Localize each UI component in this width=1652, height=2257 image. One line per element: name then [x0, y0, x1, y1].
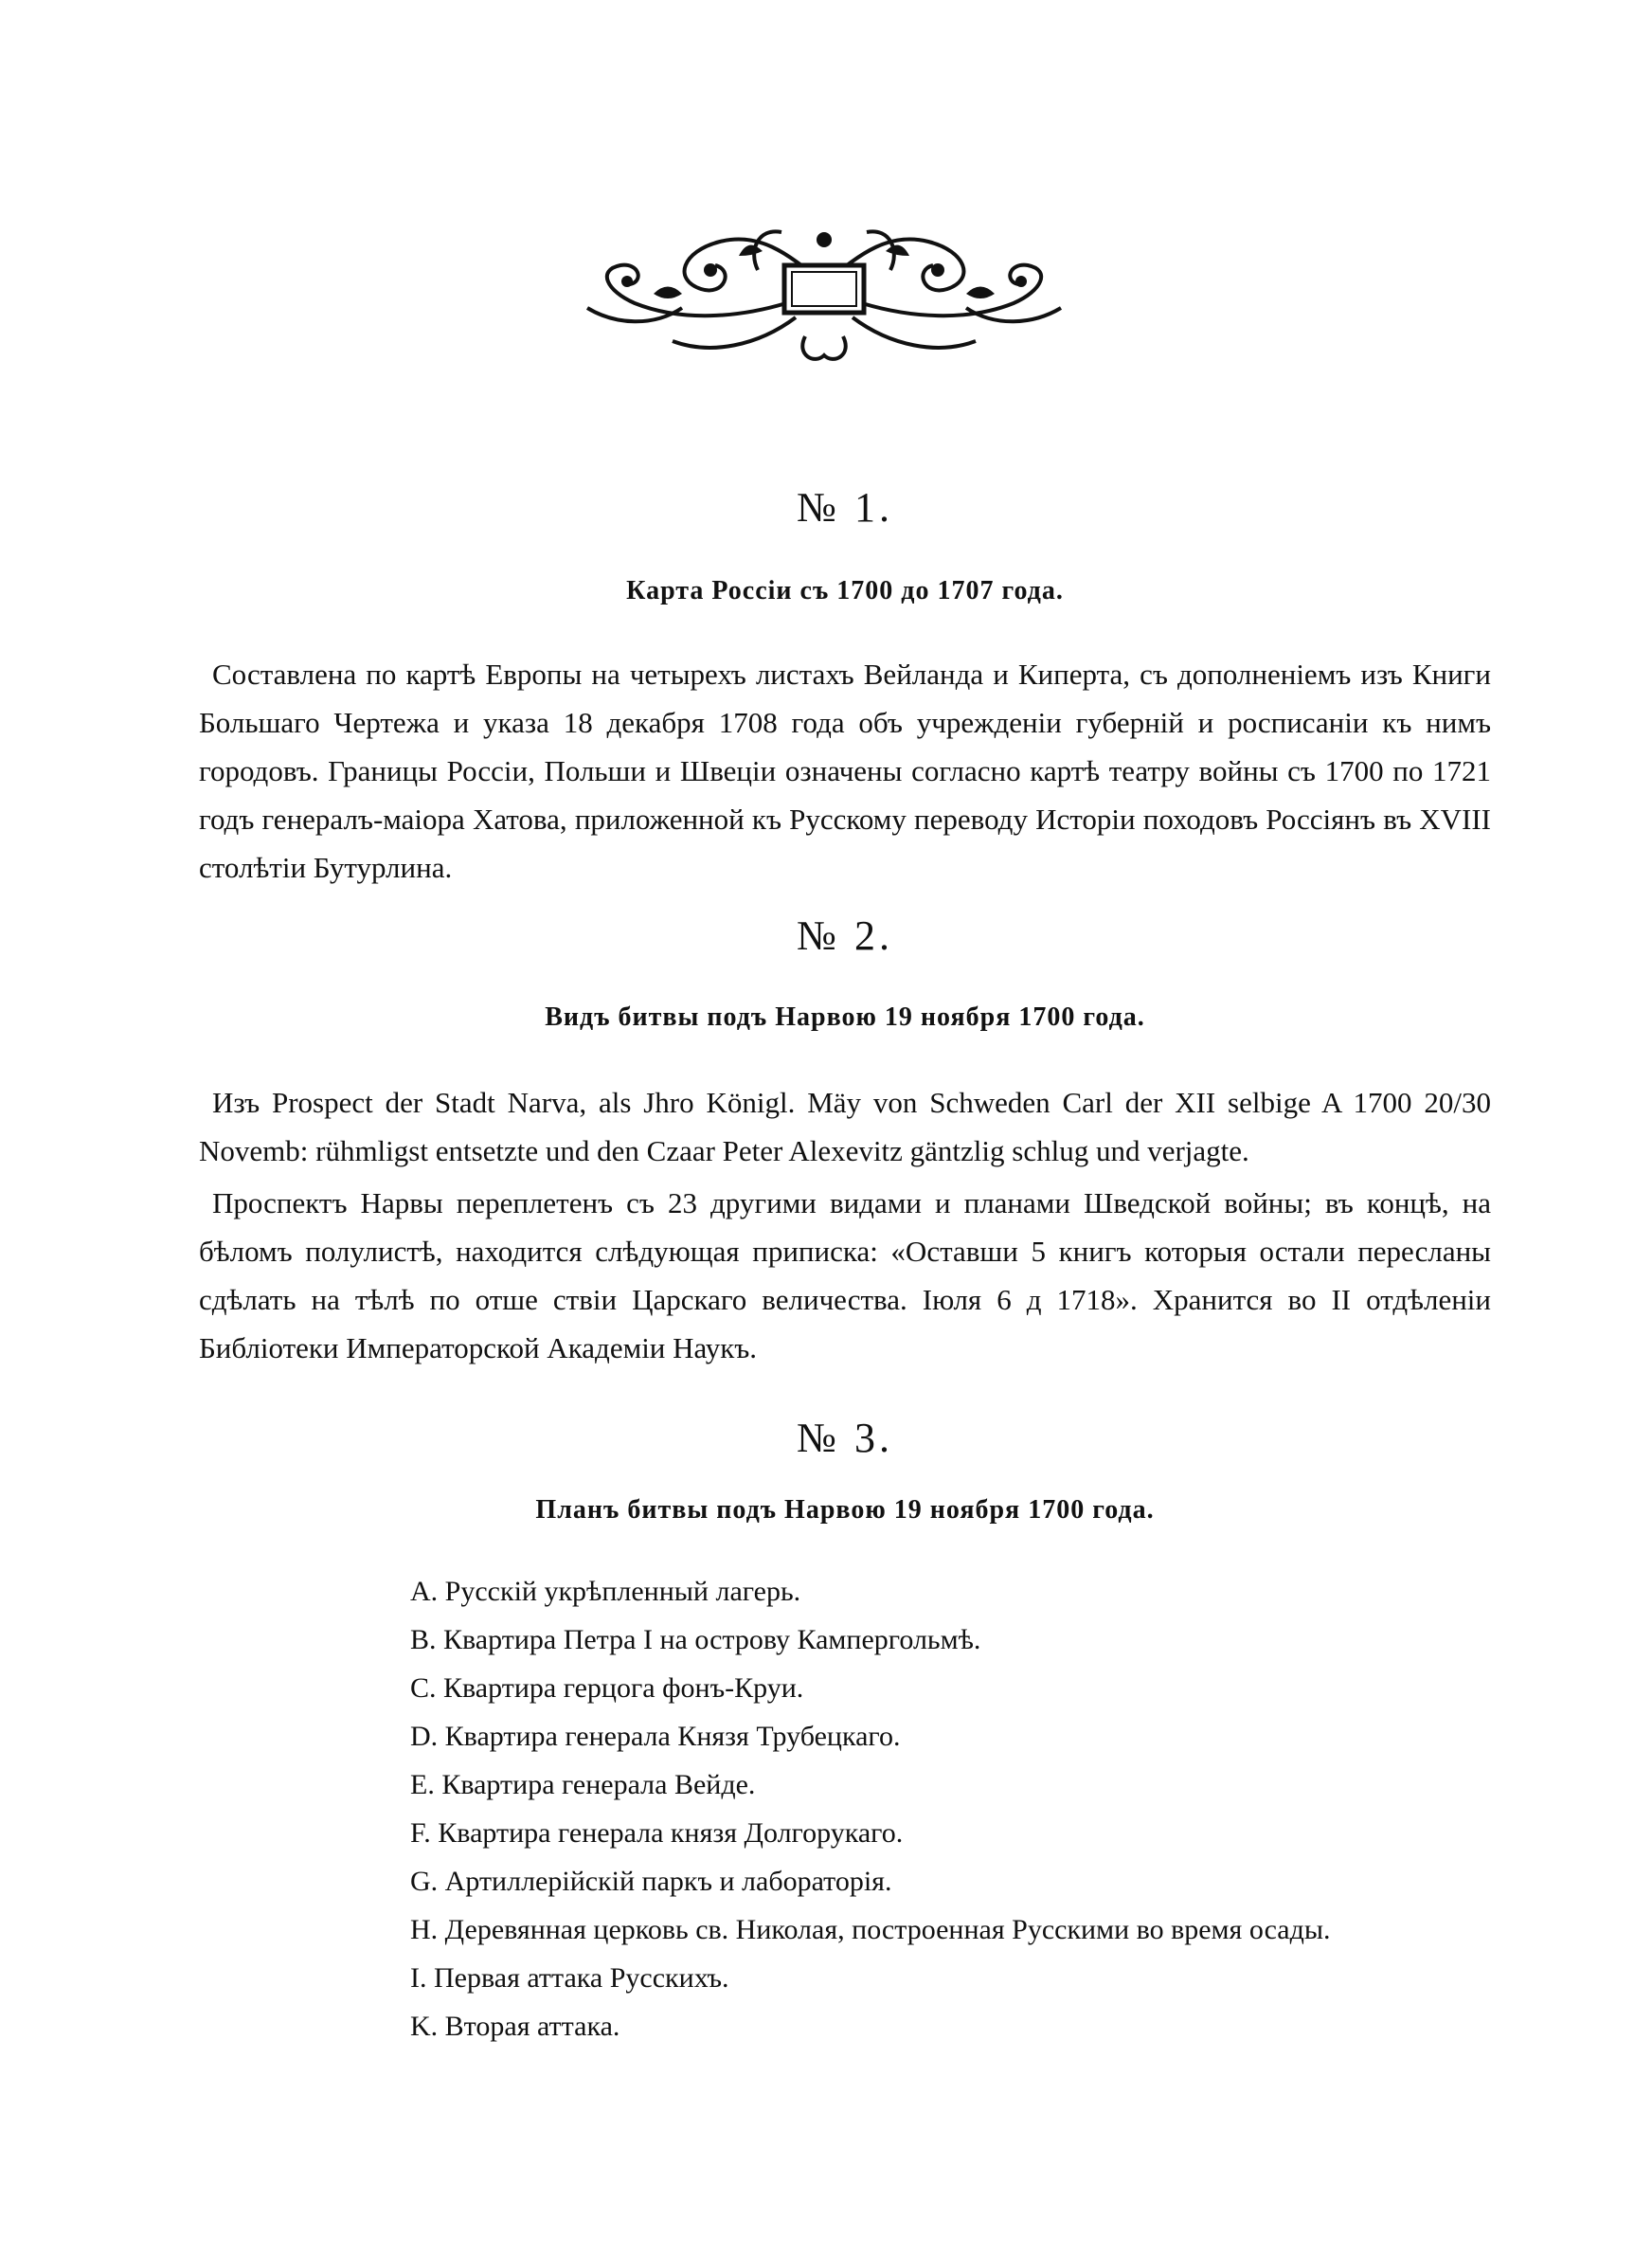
- list-text: Квартира генерала князя Долгорукаго.: [438, 1817, 904, 1849]
- section-title: Карта Россіи съ 1700 до 1707 года.: [626, 576, 1064, 605]
- ornamental-header: [568, 213, 1080, 370]
- list-text: Первая аттака Русскихъ.: [434, 1962, 729, 1994]
- list-item: [410, 1712, 1499, 1760]
- list-item: [410, 1905, 1499, 1954]
- section-2-title-wrap: [199, 1002, 1491, 1033]
- section-2: [199, 912, 1491, 960]
- list-text: Квартира герцога фонъ-Круи.: [443, 1672, 804, 1704]
- list-letter: A.: [410, 1576, 439, 1607]
- list-letter: K.: [410, 2011, 439, 2042]
- paragraph: Проспектъ Нарвы переплетенъ съ 23 другими видами и планами Шведской войны; въ концѣ, на бѣломъ полулистѣ, находится слѣдующая приписка: «Оставши 5 книгъ которыя остали пересланы сдѣлать на тѣлѣ по отше ствіи Царскаго величества. Іюля 6 д 1718». Хранится во II отдѣленіи Библіотеки Императорской Академіи Наукъ.: [199, 1186, 1491, 1364]
- list-text: Русскій укрѣпленный лагерь.: [444, 1576, 801, 1607]
- section-1-body: [199, 650, 1491, 892]
- section-number: № 3.: [797, 1415, 893, 1461]
- section-1: [199, 483, 1491, 532]
- list-letter: I.: [410, 1962, 427, 1994]
- section-number: № 2.: [797, 912, 893, 959]
- list-item: [410, 1857, 1499, 1905]
- section-3: [199, 1414, 1491, 1462]
- section-3-title-wrap: [199, 1495, 1491, 1526]
- list-item: [410, 1809, 1499, 1857]
- section-1-title-wrap: [199, 576, 1491, 606]
- list-item: [410, 1567, 1499, 1616]
- list-item: [410, 1954, 1499, 2002]
- list-letter: E.: [410, 1769, 435, 1800]
- paragraph: Составлена по картѣ Европы на четырехъ листахъ Вейланда и Киперта, съ дополненіемъ изъ Книги Большаго Чертежа и указа 18 декабря 1708 года объ учрежденіи губерній и росписаніи къ нимъ городовъ. Границы Россіи, Польши и Швеціи означены согласно картѣ театру войны съ 1700 по 1721 годъ генералъ-маіора Хатова, приложенной къ Русскому переводу Исторіи походовъ Россіянъ въ XVIII столѣтіи Бутурлина.: [199, 658, 1491, 884]
- list-item: [410, 2002, 1499, 2050]
- section-number: № 1.: [797, 484, 893, 531]
- list-letter: D.: [410, 1721, 439, 1752]
- list-text: Деревянная церковь св. Николая, построенная Русскими во время осады.: [444, 1914, 1331, 1945]
- list-letter: C.: [410, 1672, 437, 1704]
- section-title: Видъ битвы подъ Нарвою 19 ноября 1700 года.: [545, 1002, 1145, 1032]
- list-item: [410, 1616, 1499, 1664]
- paragraph: Изъ Prospect der Stadt Narva, als Jhro Königl. Mäy von Schweden Carl der XII selbige A 1700 20/30 Novemb: rühmligst entsetzte und den Czaar Peter Alexevitz gäntzlig schlug und verjagte.: [199, 1086, 1491, 1167]
- list-text: Квартира генерала Вейде.: [441, 1769, 756, 1800]
- list-text: Вторая аттака.: [444, 2011, 620, 2042]
- list-letter: B.: [410, 1624, 437, 1655]
- list-item: [410, 1760, 1499, 1809]
- list-text: Квартира Петра I на острову Кампергольмѣ.: [443, 1624, 981, 1655]
- section-title: Планъ битвы подъ Нарвою 19 ноября 1700 года.: [535, 1495, 1155, 1525]
- list-item: [410, 1664, 1499, 1712]
- list-text: Квартира генерала Князя Трубецкаго.: [444, 1721, 901, 1752]
- legend-list: [410, 1567, 1499, 2050]
- list-text: Артиллерійскій паркъ и лабораторія.: [444, 1866, 892, 1897]
- list-letter: F.: [410, 1817, 431, 1849]
- list-letter: H.: [410, 1914, 439, 1945]
- list-letter: G.: [410, 1866, 439, 1897]
- section-2-body: [199, 1078, 1491, 1372]
